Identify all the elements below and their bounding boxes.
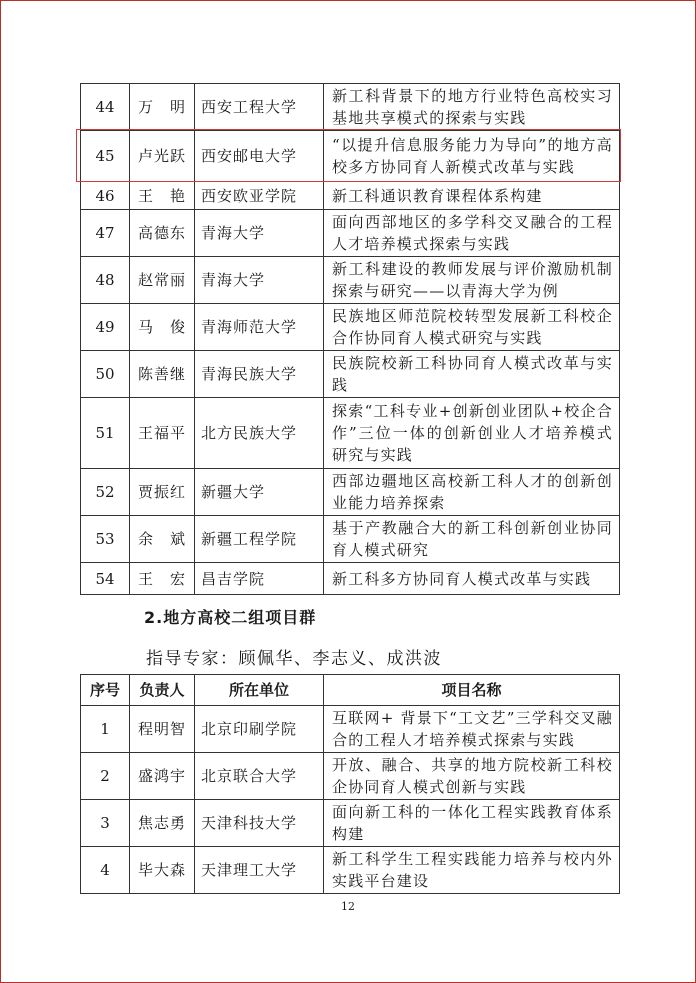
table-row	[81, 753, 620, 800]
project-table-group2	[80, 674, 620, 894]
section-heading: 2.地方高校二组项目群	[144, 608, 317, 627]
row-number: 53	[81, 516, 130, 563]
project-leader: 毕大森	[130, 847, 195, 894]
project-leader: 万 明	[130, 84, 195, 131]
column-header-leader: 负责人	[130, 675, 195, 706]
advisors-line: 指导专家：顾佩华、李志义、成洪波	[146, 649, 442, 669]
project-leader: 余 斌	[130, 516, 195, 563]
institution: 天津科技大学	[195, 800, 324, 847]
row-number: 49	[81, 304, 130, 351]
row-number: 46	[81, 182, 130, 210]
project-title: 新工科学生工程实践能力培养与校内外实践平台建设	[324, 847, 620, 894]
row-number: 54	[81, 563, 130, 595]
table-row	[81, 706, 620, 753]
project-title: 探索“工科专业+创新创业团队+校企合作”三位一体的创新创业人才培养模式研究与实践	[324, 398, 620, 469]
institution: 西安工程大学	[195, 84, 324, 131]
row-number: 51	[81, 398, 130, 469]
table-row	[81, 210, 620, 257]
row-number: 3	[81, 800, 130, 847]
page-number: 12	[341, 900, 355, 913]
project-title: 民族院校新工科协同育人模式改革与实践	[324, 351, 620, 398]
project-leader: 卢光跃	[130, 131, 195, 182]
table-row	[81, 398, 620, 469]
table-row	[81, 84, 620, 131]
institution: 北京联合大学	[195, 753, 324, 800]
row-number: 44	[81, 84, 130, 131]
project-title: 基于产教融合大的新工科创新创业协同育人模式研究	[324, 516, 620, 563]
project-title: 面向新工科的一体化工程实践教育体系构建	[324, 800, 620, 847]
row-number: 45	[81, 131, 130, 182]
project-title: 西部边疆地区高校新工科人才的创新创业能力培养探索	[324, 469, 620, 516]
project-title: 新工科背景下的地方行业特色高校实习基地共享模式的探索与实践	[324, 84, 620, 131]
institution: 昌吉学院	[195, 563, 324, 595]
project-title: 面向西部地区的多学科交叉融合的工程人才培养模式探索与实践	[324, 210, 620, 257]
institution: 新疆工程学院	[195, 516, 324, 563]
project-title: 开放、融合、共享的地方院校新工科校企协同育人模式创新与实践	[324, 753, 620, 800]
table-row	[81, 563, 620, 595]
table-header-row	[81, 675, 620, 706]
project-title: 新工科多方协同育人模式改革与实践	[324, 563, 620, 595]
institution: 新疆大学	[195, 469, 324, 516]
table-row	[81, 847, 620, 894]
row-number: 1	[81, 706, 130, 753]
institution: 北方民族大学	[195, 398, 324, 469]
table-row	[81, 182, 620, 210]
table-row	[81, 131, 620, 182]
table-row	[81, 304, 620, 351]
project-leader: 赵常丽	[130, 257, 195, 304]
project-leader: 程明智	[130, 706, 195, 753]
project-leader: 王福平	[130, 398, 195, 469]
institution: 西安邮电大学	[195, 131, 324, 182]
column-header-project-name: 项目名称	[324, 675, 620, 706]
table-row	[81, 800, 620, 847]
row-number: 2	[81, 753, 130, 800]
table-row	[81, 351, 620, 398]
row-number: 50	[81, 351, 130, 398]
institution: 青海民族大学	[195, 351, 324, 398]
project-title: 民族地区师范院校转型发展新工科校企合作协同育人模式研究与实践	[324, 304, 620, 351]
project-leader: 王 宏	[130, 563, 195, 595]
column-header-number: 序号	[81, 675, 130, 706]
project-leader: 陈善继	[130, 351, 195, 398]
project-title: 互联网+ 背景下“工文艺”三学科交叉融合的工程人才培养模式探索与实践	[324, 706, 620, 753]
table-row	[81, 516, 620, 563]
project-title: 新工科建设的教师发展与评价激励机制探索与研究——以青海大学为例	[324, 257, 620, 304]
project-leader: 贾振红	[130, 469, 195, 516]
project-leader: 盛鸿宇	[130, 753, 195, 800]
row-number: 48	[81, 257, 130, 304]
project-leader: 马 俊	[130, 304, 195, 351]
table-row	[81, 257, 620, 304]
institution: 青海大学	[195, 257, 324, 304]
project-title: “以提升信息服务能力为导向”的地方高校多方协同育人新模式改革与实践	[324, 131, 620, 182]
institution: 西安欧亚学院	[195, 182, 324, 210]
row-number: 47	[81, 210, 130, 257]
project-title: 新工科通识教育课程体系构建	[324, 182, 620, 210]
column-header-institution: 所在单位	[195, 675, 324, 706]
institution: 北京印刷学院	[195, 706, 324, 753]
project-leader: 高德东	[130, 210, 195, 257]
table-row	[81, 469, 620, 516]
project-table-group1-continued	[80, 83, 620, 595]
institution: 青海师范大学	[195, 304, 324, 351]
project-leader: 王 艳	[130, 182, 195, 210]
institution: 青海大学	[195, 210, 324, 257]
row-number: 52	[81, 469, 130, 516]
row-number: 4	[81, 847, 130, 894]
project-leader: 焦志勇	[130, 800, 195, 847]
institution: 天津理工大学	[195, 847, 324, 894]
